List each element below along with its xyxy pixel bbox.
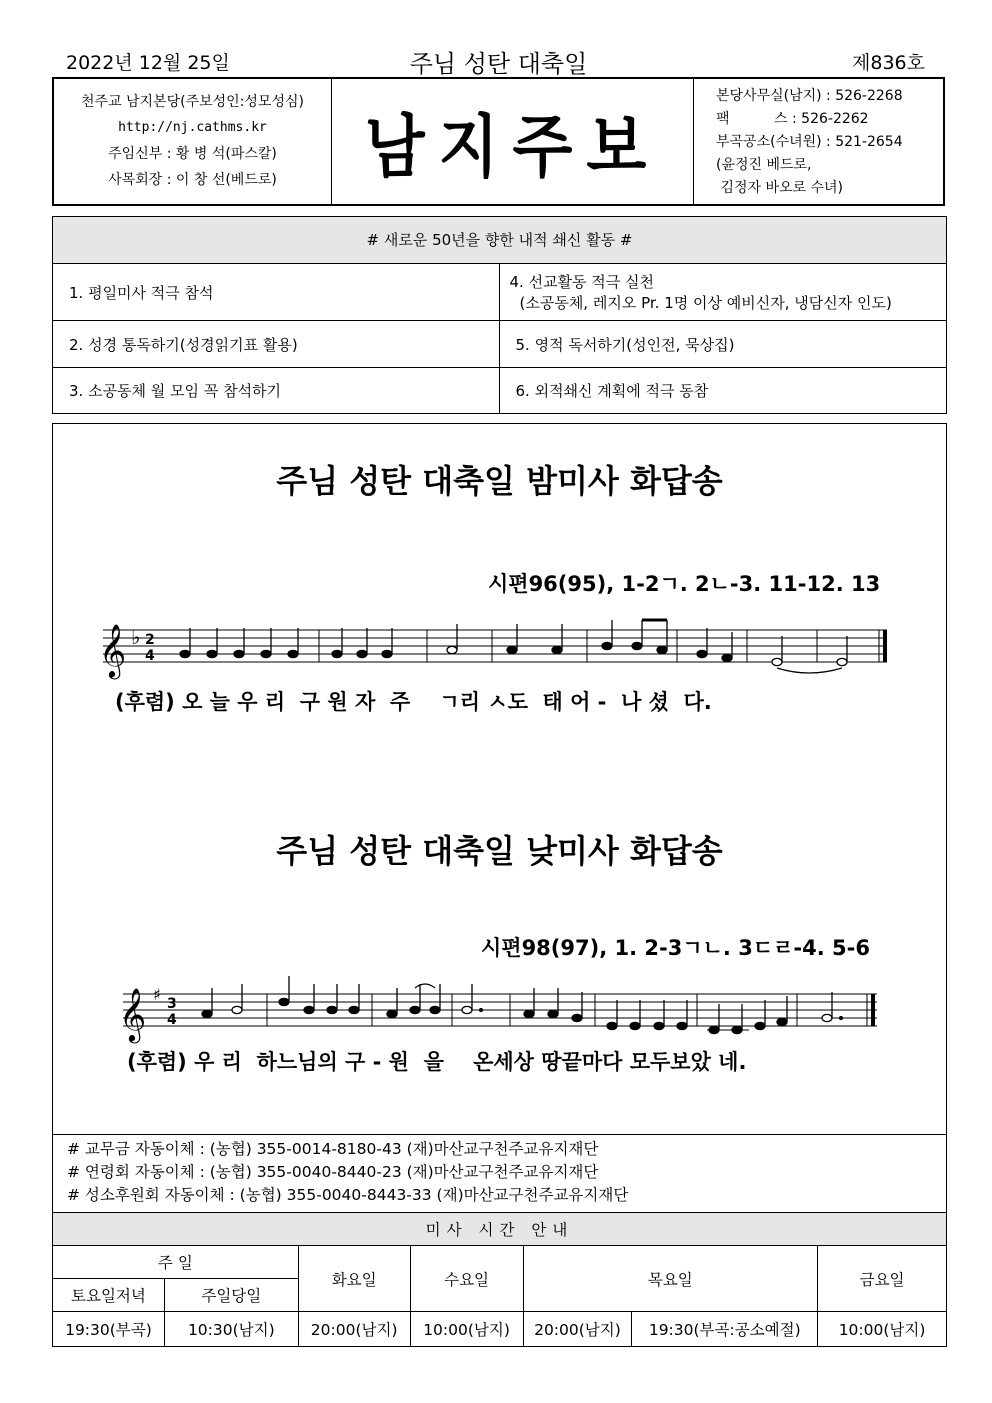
- mass-schedule-table: [52, 1212, 947, 1347]
- sisters-line-1: (윤정진 베드로,: [716, 157, 812, 173]
- psalm-box: [52, 423, 947, 1135]
- renewal-item-4-title: 4. 선교활동 적극 실천: [509, 273, 655, 291]
- mass-time: 19:30(부곡:공소예절): [632, 1312, 818, 1347]
- day-mass-title: 주님 성탄 대축일 낮미사 화답송: [276, 832, 723, 870]
- mass-time: 10:00(남지): [410, 1312, 523, 1347]
- night-mass-psalm-ref: 시편96(95), 1-2ㄱ. 2ㄴ-3. 11-12. 13: [488, 572, 881, 596]
- pastor: 주임신부 : 황 병 석(파스칼): [108, 146, 277, 162]
- mass-time: 10:30(남지): [164, 1312, 298, 1347]
- mass-time: 10:00(남지): [818, 1312, 947, 1347]
- svg-text:4: 4: [167, 1012, 177, 1028]
- renewal-table: [52, 216, 947, 414]
- day-mass-psalm-ref: 시편98(97), 1. 2-3ㄱㄴ. 3ㄷㄹ-4. 5-6: [481, 936, 870, 960]
- svg-text:4: 4: [145, 648, 155, 664]
- office-phone: 본당사무실(남지) : 526-2268: [716, 88, 903, 104]
- night-mass-title: 주님 성탄 대축일 밤미사 화답송: [276, 462, 723, 500]
- issue-number: 제836호: [852, 52, 925, 74]
- transfer-line: # 연령회 자동이체 : (농협) 355-0040-8440-23 (재)마산교구천주교유지재단: [67, 1163, 599, 1181]
- mass-time: 19:30(부곡): [53, 1312, 165, 1347]
- bugok-phone: 부곡공소(수녀원) : 521-2654: [716, 134, 903, 150]
- thu-header: 목요일: [523, 1246, 818, 1312]
- auto-transfer-info: [52, 1135, 947, 1212]
- sisters-line-2: 김정자 바오로 수녀): [716, 180, 844, 196]
- council-president: 사목회장 : 이 창 선(베드로): [108, 172, 277, 188]
- parish-url[interactable]: http://nj.cathms.kr: [118, 120, 267, 135]
- renewal-item-4-detail: (소공동체, 레지오 Pr. 1명 이상 예비신자, 냉담신자 인도): [519, 294, 892, 312]
- day-mass-lyrics: (후렴) 우 리 하느님의 구 - 원 을 온세상 땅끝마다 모두보았 네.: [127, 1050, 747, 1074]
- renewal-row: [53, 368, 946, 413]
- masthead: [52, 77, 945, 206]
- renewal-row: [53, 264, 946, 321]
- renewal-item-4: [500, 264, 947, 320]
- logo-area: [332, 79, 694, 204]
- renewal-item-2: 2. 성경 통독하기(성경읽기표 활용): [53, 321, 500, 367]
- sunday-header: 주 일: [53, 1246, 299, 1279]
- mass-schedule-title: 미사 시간 안내: [53, 1213, 947, 1246]
- saturday-evening-header: 토요일저녁: [53, 1279, 165, 1312]
- tue-header: 화요일: [298, 1246, 410, 1312]
- transfer-line: # 성소후원회 자동이체 : (농협) 355-0040-8443-33 (재)마산교구천주교유지재단: [67, 1186, 629, 1204]
- night-mass-staff: [97, 612, 897, 682]
- fax: 팩 스 : 526-2262: [716, 111, 869, 127]
- renewal-heading: # 새로운 50년을 향한 내적 쇄신 활동 #: [53, 217, 946, 264]
- svg-text:𝄞: 𝄞: [119, 987, 147, 1041]
- mass-time: 20:00(남지): [523, 1312, 632, 1347]
- parish-info: [54, 79, 332, 204]
- renewal-item-5: 5. 영적 독서하기(성인전, 묵상집): [515, 335, 735, 354]
- fri-header: 금요일: [818, 1246, 947, 1312]
- day-mass-staff: [117, 976, 887, 1046]
- svg-text:2: 2: [145, 632, 155, 648]
- mass-time: 20:00(남지): [298, 1312, 410, 1347]
- renewal-item-3: 3. 소공동체 월 모임 꼭 참석하기: [53, 368, 500, 413]
- night-mass-lyrics: (후렴) 오 늘 우 리 구 원 자 주 ㄱ리 ㅅ도 태 어 - 나 셨 다.: [115, 690, 712, 714]
- renewal-item-6: 6. 외적쇄신 계획에 적극 동참: [515, 382, 709, 400]
- feast-title: 주님 성탄 대축일: [409, 50, 588, 78]
- renewal-row: [53, 321, 946, 368]
- contact-info: [694, 79, 945, 204]
- parish-name: 천주교 남지본당(주보성인:성모성심): [81, 94, 304, 110]
- svg-text:𝄞: 𝄞: [99, 623, 127, 677]
- svg-text:3: 3: [167, 996, 177, 1012]
- top-line: [52, 44, 945, 76]
- svg-text:♭: ♭: [131, 625, 141, 649]
- issue-date: 2022년 12월 25일: [66, 52, 230, 74]
- sunday-day-header: 주일당일: [164, 1279, 298, 1312]
- renewal-item-1: 1. 평일미사 적극 참석: [53, 264, 500, 320]
- wed-header: 수요일: [410, 1246, 523, 1312]
- svg-text:♯: ♯: [153, 985, 161, 1004]
- bulletin-logo: 남지주보: [364, 106, 661, 188]
- transfer-line: # 교무금 자동이체 : (농협) 355-0014-8180-43 (재)마산교구천주교유지재단: [67, 1140, 599, 1158]
